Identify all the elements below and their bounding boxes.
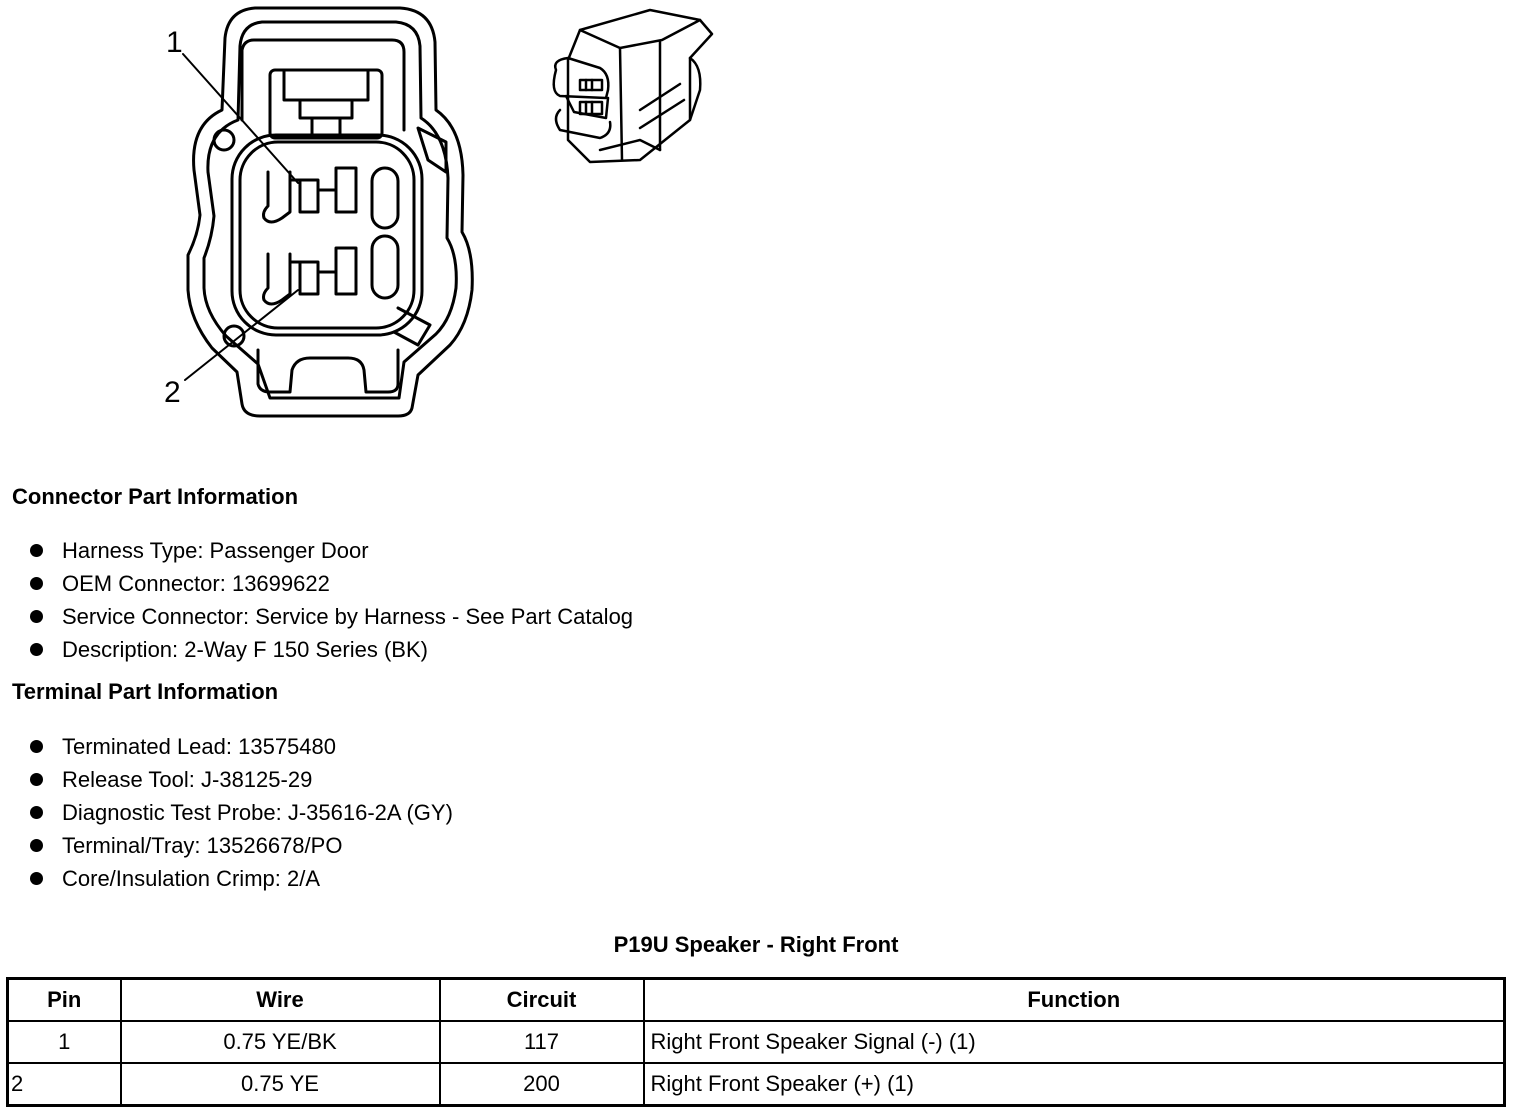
bullet-icon — [30, 806, 43, 819]
list-item — [30, 633, 633, 666]
bullet-icon — [30, 544, 43, 557]
latch-tab — [284, 70, 368, 100]
terminal-info-list — [30, 730, 453, 895]
table-row — [8, 1063, 1505, 1106]
list-item-text: Terminated Lead: 13575480 — [62, 734, 336, 759]
header-pin: Pin — [8, 979, 121, 1022]
bullet-icon — [30, 872, 43, 885]
pin-1-slot — [372, 168, 398, 228]
bullet-icon — [30, 839, 43, 852]
bottom-key — [258, 350, 398, 392]
cell-wire: 0.75 YE — [121, 1063, 440, 1106]
latch-notch — [300, 100, 352, 118]
cell-pin: 2 — [8, 1063, 121, 1106]
list-item — [30, 796, 453, 829]
connector-iso-view — [554, 10, 712, 162]
list-item-text: Harness Type: Passenger Door — [62, 538, 369, 563]
header-circuit: Circuit — [440, 979, 644, 1022]
connector-figure — [0, 0, 760, 440]
pin-2-cavity — [264, 248, 357, 304]
pin-2-slot — [372, 236, 398, 298]
list-item-text: Terminal/Tray: 13526678/PO — [62, 833, 343, 858]
list-item-text: OEM Connector: 13699622 — [62, 571, 330, 596]
list-item — [30, 730, 453, 763]
list-item — [30, 763, 453, 796]
header-wire: Wire — [121, 979, 440, 1022]
list-item — [30, 829, 453, 862]
list-item-text: Core/Insulation Crimp: 2/A — [62, 866, 320, 891]
list-item-text: Service Connector: Service by Harness - See Part Catalog — [62, 604, 634, 629]
cell-function: Right Front Speaker Signal (-) (1) — [644, 1021, 1505, 1063]
cavity-frame — [232, 135, 422, 335]
list-item — [30, 567, 633, 600]
list-item-text: Description: 2-Way F 150 Series (BK) — [62, 637, 428, 662]
connector-info-list — [30, 534, 633, 666]
bullet-icon — [30, 740, 43, 753]
cell-function: Right Front Speaker (+) (1) — [644, 1063, 1505, 1106]
pin-table — [6, 977, 1506, 1107]
list-item-text: Diagnostic Test Probe: J-35616-2A (GY) — [62, 800, 453, 825]
latch-body — [270, 70, 382, 138]
cell-circuit: 200 — [440, 1063, 644, 1106]
bullet-icon — [30, 643, 43, 656]
pin-1-label: 1 — [166, 26, 183, 59]
list-item — [30, 862, 453, 895]
cell-wire: 0.75 YE/BK — [121, 1021, 440, 1063]
list-item-text: Release Tool: J-38125-29 — [62, 767, 313, 792]
bullet-icon — [30, 577, 43, 590]
table-row — [8, 1021, 1505, 1063]
connector-face-drawing — [0, 0, 760, 440]
terminal-info-heading: Terminal Part Information — [12, 679, 279, 704]
header-function: Function — [644, 979, 1505, 1022]
table-title: P19U Speaker - Right Front — [613, 932, 899, 957]
bullet-icon — [30, 773, 43, 786]
pin-2-label: 2 — [164, 376, 181, 409]
pin-1-cavity — [264, 168, 357, 222]
table-header-row — [8, 979, 1505, 1022]
connector-info-heading: Connector Part Information — [12, 484, 299, 509]
list-item — [30, 600, 633, 633]
bullet-icon — [30, 610, 43, 623]
list-item — [30, 534, 633, 567]
cell-pin: 1 — [8, 1021, 121, 1063]
cell-circuit: 117 — [440, 1021, 644, 1063]
